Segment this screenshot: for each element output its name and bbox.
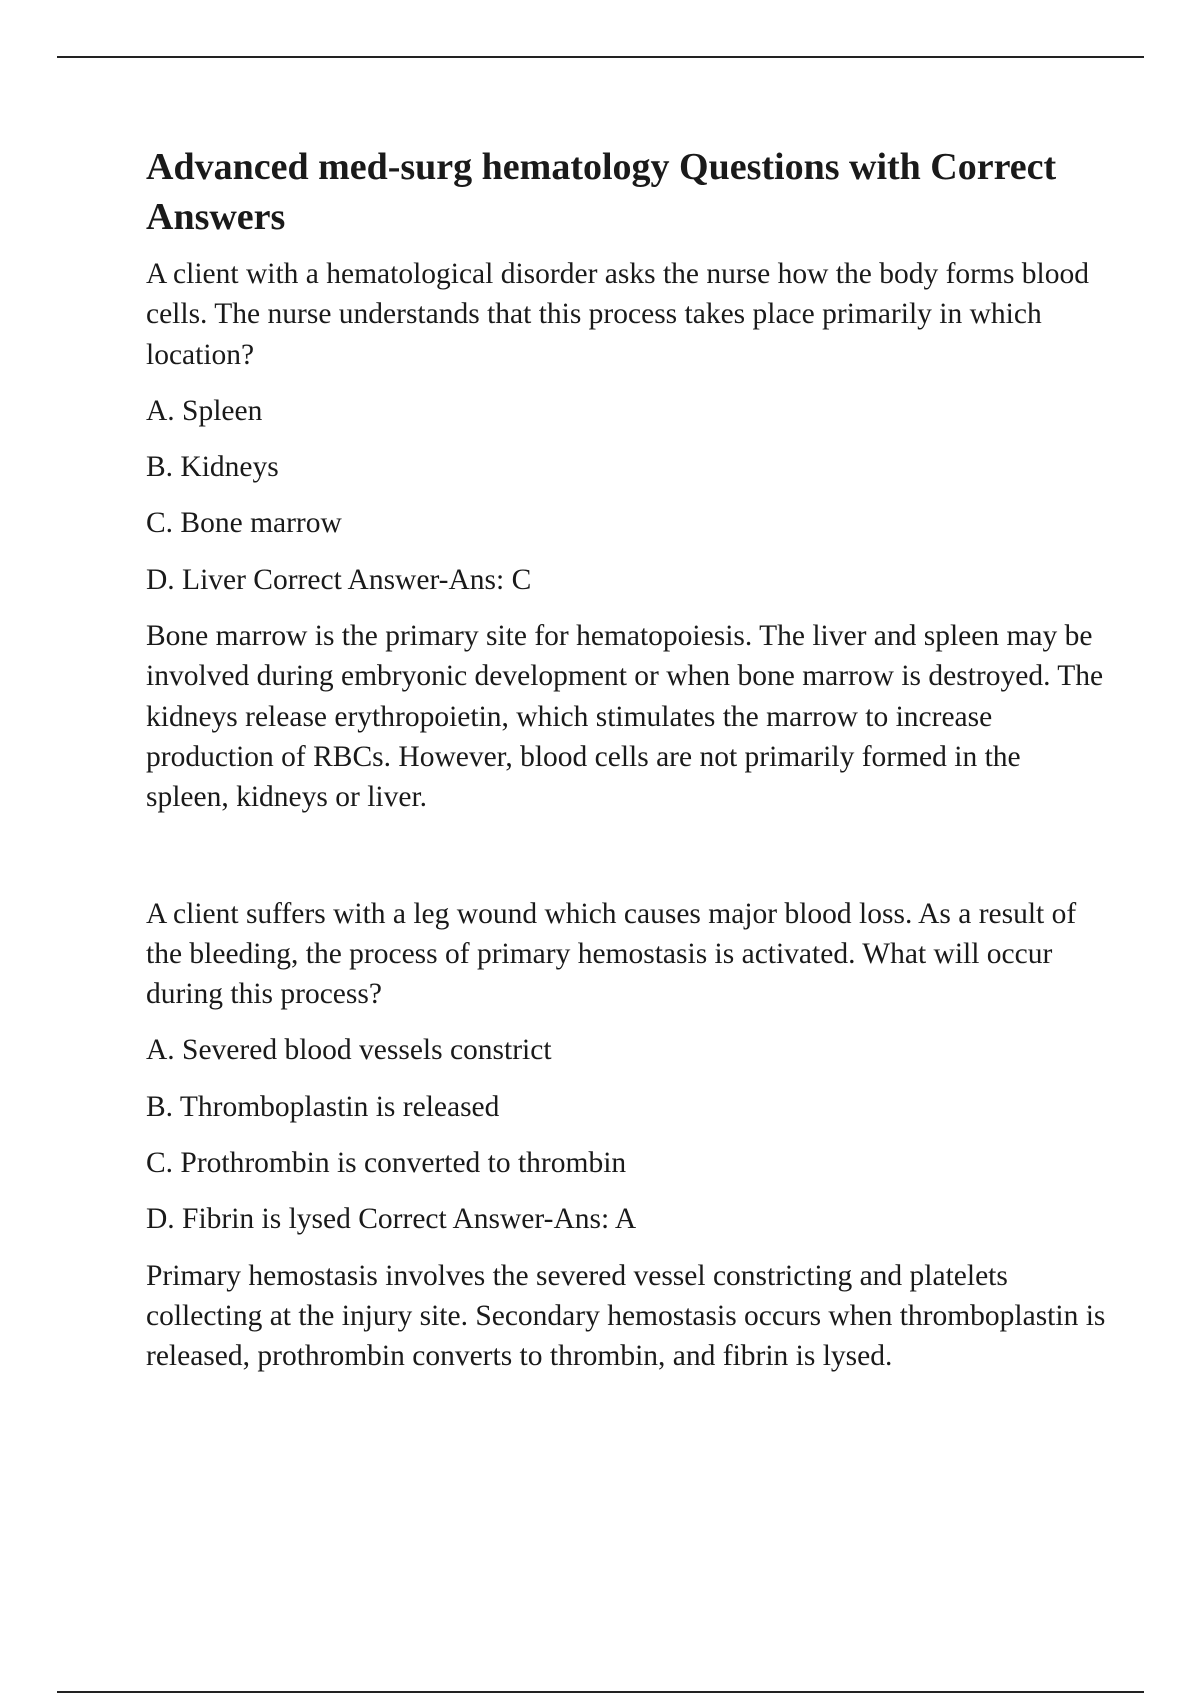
answer-option-a: A. Severed blood vessels constrict	[146, 1034, 552, 1067]
answer-explanation: Primary hemostasis involves the severed vessel constricting and platelets collecting at the injury site. Secondary hemostasis occurs when thromboplastin is released, prothrombin converts to thrombin, and fibrin is lysed.	[146, 1259, 1106, 1373]
answer-option-b: B. Kidneys	[146, 451, 279, 484]
question-separator	[146, 818, 1106, 894]
footer-rule	[57, 1691, 1144, 1693]
answer-option-c: C. Prothrombin is converted to thrombin	[146, 1147, 627, 1180]
document-title: Advanced med-surg hematology Questions with Correct Answers	[146, 146, 1057, 238]
answer-option-b: B. Thromboplastin is released	[146, 1090, 500, 1123]
answer-option-d-with-answer: D. Fibrin is lysed Correct Answer-Ans: A	[146, 1203, 637, 1236]
answer-option-c: C. Bone marrow	[146, 507, 342, 540]
answer-option-a: A. Spleen	[146, 394, 263, 427]
answer-option-d-with-answer: D. Liver Correct Answer-Ans: C	[146, 563, 532, 596]
answer-explanation: Bone marrow is the primary site for hematopoiesis. The liver and spleen may be involved during embryonic development or when bone marrow is destroyed. The kidneys release erythropoietin, which stimulates the marrow to increase production of RBCs. However, blood cells are not primarily formed in the spleen, kidneys or liver.	[146, 620, 1104, 814]
question-2	[146, 894, 1106, 1377]
question-stem: A client suffers with a leg wound which causes major blood loss. As a result of the bleeding, the process of primary hemostasis is activated. What will occur during this process?	[146, 897, 1077, 1011]
header-rule	[57, 56, 1144, 58]
document-body	[146, 142, 1106, 1377]
question-stem: A client with a hematological disorder asks the nurse how the body forms blood cells. The nurse understands that this process takes place primarily in which location?	[146, 258, 1089, 371]
question-1	[146, 254, 1106, 818]
